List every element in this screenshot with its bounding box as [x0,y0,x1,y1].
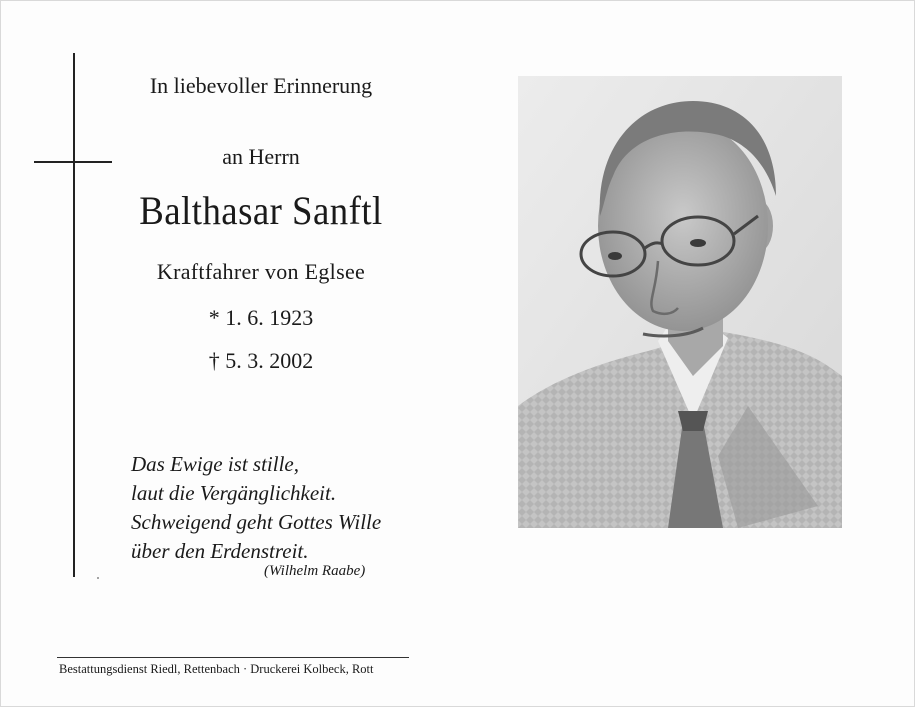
footer-divider [57,657,409,658]
poem-author: (Wilhelm Raabe) [264,563,366,579]
birth-date: * 1. 6. 1923 [208,305,314,330]
poem-line: Das Ewige ist stille, [131,452,299,476]
deceased-name: Balthasar Sanftl [139,188,383,233]
footer-credits: Bestattungsdienst Riedl, Rettenbach · Druckerei Kolbeck, Rott [59,662,374,676]
poem-line: über den Erdenstreit. [131,539,309,563]
name-prefix: an Herrn [222,144,300,169]
poem-line: laut die Vergänglichkeit. [131,481,337,505]
paper-speck [97,577,99,579]
portrait-illustration [518,76,842,528]
poem-line: Schweigend geht Gottes Wille [131,510,382,534]
cross-vertical-bar [73,53,75,577]
intro-text: In liebevoller Erinnerung [149,73,373,98]
death-date: † 5. 3. 2002 [208,348,314,373]
occupation-text: Kraftfahrer von Eglsee [156,259,366,284]
poem [131,450,381,566]
portrait-photo [518,76,842,528]
